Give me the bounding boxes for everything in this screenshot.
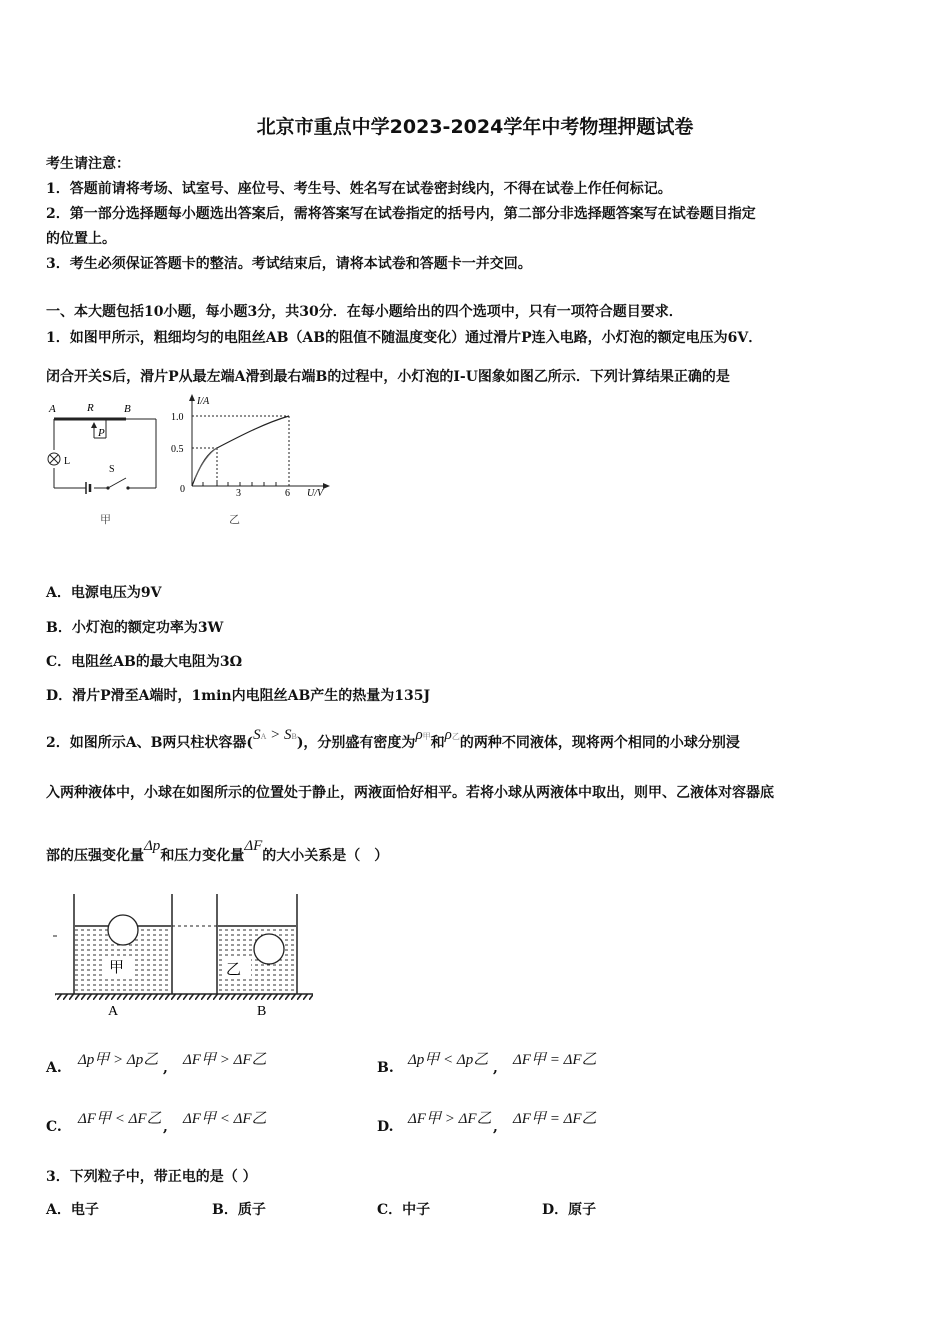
- area-condition: SA > SB: [253, 727, 297, 743]
- notice-item: 的位置上。: [46, 231, 116, 247]
- notice-item: 2．第一部分选择题每小题选出答案后，需将答案写在试卷指定的括号内，第二部分非选择题答案写在试卷题目指定: [46, 206, 756, 222]
- q2-stem-line3: 部的压强变化量Δp和压力变化量ΔF的大小关系是（ ）: [46, 838, 389, 864]
- notice-heading: 考生请注意：: [46, 156, 130, 172]
- label-p: P: [98, 427, 105, 439]
- q2-option-c-expr2: ΔF甲 < ΔF乙: [183, 1111, 267, 1127]
- q3-option-a: A．电子: [46, 1202, 99, 1218]
- container-b-label: B: [257, 1004, 267, 1018]
- q1-option-a: A．电源电压为9V: [46, 585, 162, 601]
- q1-option-c: C．电阻丝AB的最大电阻为3Ω: [46, 654, 243, 670]
- page-title: 北京市重点中学2023-2024学年中考物理押题试卷: [256, 116, 694, 138]
- q2-option-b-label: B.: [377, 1060, 394, 1076]
- q2-option-b-expr1: Δp甲 < Δp乙: [408, 1052, 489, 1068]
- q3-option-b: B．质子: [212, 1202, 266, 1218]
- q2-option-a-label: A.: [46, 1060, 62, 1076]
- caption-yi: 乙: [229, 514, 240, 526]
- liquid-jia-label: 甲: [109, 960, 125, 976]
- x-tick-6: 6: [285, 488, 290, 499]
- q2-option-c-label: C.: [46, 1119, 62, 1135]
- q2-option-d-expr2: ΔF甲 = ΔF乙: [513, 1111, 597, 1127]
- y-tick-05: 0.5: [171, 444, 184, 455]
- rho-yi: ρ乙: [444, 727, 460, 743]
- rho-jia: ρ甲: [415, 727, 431, 743]
- origin-label: 0: [180, 484, 185, 495]
- label-r: R: [87, 402, 94, 414]
- notice-item: 1．答题前请将考场、试室号、座位号、考生号、姓名写在试卷密封线内，不得在试卷上作任何标记。: [46, 181, 672, 197]
- circuit-diagram: [40, 398, 165, 528]
- q2-stem-line2: 入两种液体中，小球在如图所示的位置处于静止，两液面恰好相平。若将小球从两液体中取出，则甲、乙液体对容器底: [46, 785, 774, 801]
- x-tick-3: 3: [236, 488, 241, 499]
- q2-option-a-expr2: ΔF甲 > ΔF乙: [183, 1052, 267, 1068]
- q1-option-d: D．滑片P滑至A端时，1min内电阻丝AB产生的热量为135J: [46, 688, 431, 704]
- label-l: L: [64, 456, 71, 467]
- q1-stem-line2: 闭合开关S后，滑片P从最左端A滑到最右端B的过程中，小灯泡的I-U图象如图乙所示．下列计算结果正确的是: [46, 369, 730, 385]
- delta-f: ΔF: [244, 838, 263, 854]
- notice-item: 3．考生必须保证答题卡的整洁。考试结束后，请将本试卷和答题卡一并交回。: [46, 256, 532, 272]
- q3-option-d: D．原子: [542, 1202, 597, 1218]
- section-heading: 一、本大题包括10小题，每小题3分，共30分．在每小题给出的四个选项中，只有一项符合题目要求．: [46, 304, 683, 320]
- y-axis-label: I/A: [197, 396, 210, 407]
- y-tick-1: 1.0: [171, 412, 184, 423]
- container-a-label: A: [108, 1004, 119, 1018]
- q1-stem-line1: 1．如图甲所示，粗细均匀的电阻丝AB（AB的阻值不随温度变化）通过滑片P连入电路，小灯泡的额定电压为6V．: [46, 330, 763, 346]
- q3-option-c: C．中子: [377, 1202, 431, 1218]
- caption-jia: 甲: [100, 514, 111, 526]
- q2-stem-line1: 2．如图所示A、B两只柱状容器(SA > SB)，分别盛有密度为ρ甲和ρ乙的两种不同液体，现将两个相同的小球分别浸: [46, 727, 740, 751]
- delta-p: Δp: [144, 838, 161, 854]
- label-a: A: [49, 403, 56, 415]
- iu-graph: [165, 392, 340, 528]
- liquid-yi-label: 乙: [226, 962, 242, 978]
- q3-stem: 3．下列粒子中，带正电的是（ ）: [46, 1169, 257, 1185]
- q2-option-d-expr1: ΔF甲 > ΔF乙: [408, 1111, 492, 1127]
- x-axis-label: U/V: [307, 488, 324, 499]
- q2-option-d-label: D.: [377, 1119, 394, 1135]
- label-b: B: [124, 403, 131, 415]
- q2-option-a-expr1: Δp甲 > Δp乙: [78, 1052, 159, 1068]
- q1-option-b: B．小灯泡的额定功率为3W: [46, 620, 224, 636]
- containers-figure: [45, 888, 320, 1018]
- q2-option-b-expr2: ΔF甲 = ΔF乙: [513, 1052, 597, 1068]
- label-s: S: [109, 464, 115, 475]
- q2-option-c-expr1: ΔF甲 < ΔF乙: [78, 1111, 162, 1127]
